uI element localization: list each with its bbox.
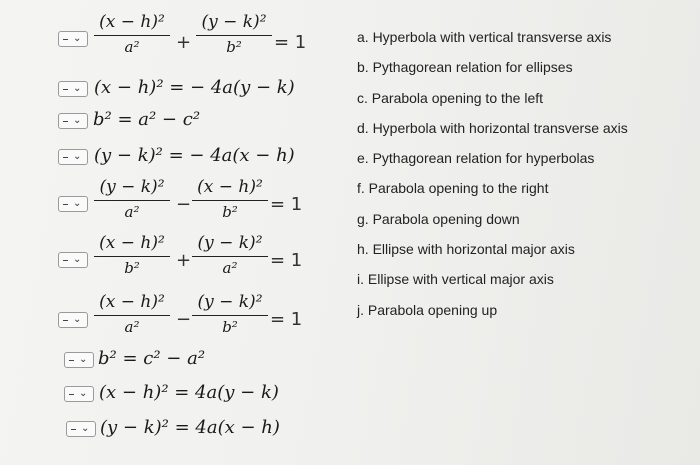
equals-one: = 1 <box>270 194 303 215</box>
match-dropdown-3[interactable] <box>58 113 88 129</box>
operator: − <box>176 194 192 215</box>
fraction-1b: (y − k)² b² <box>196 12 272 56</box>
answer-a: a. Hyperbola with vertical transverse axis <box>357 29 612 45</box>
dash-icon <box>69 360 74 361</box>
fraction-5a: (y − k)² a² <box>94 177 170 221</box>
answer-c: c. Parabola opening to the left <box>357 89 544 106</box>
equation-2: (x − h)² = − 4a(y − k) <box>94 77 295 98</box>
chevron-down-icon: ⌄ <box>73 314 82 325</box>
equation-8: b² = c² − a² <box>98 348 206 369</box>
answer-h: h. Ellipse with horizontal major axis <box>357 241 575 258</box>
chevron-down-icon: ⌄ <box>73 83 82 94</box>
match-dropdown-4[interactable] <box>58 149 88 165</box>
chevron-down-icon: ⌄ <box>81 423 90 434</box>
chevron-down-icon: ⌄ <box>79 388 88 399</box>
chevron-down-icon: ⌄ <box>73 151 82 162</box>
chevron-down-icon: ⌄ <box>73 33 82 44</box>
equation-3: b² = a² − c² <box>93 109 201 130</box>
match-dropdown-6[interactable] <box>58 252 88 268</box>
answer-b: b. Pythagorean relation for ellipses <box>357 59 573 76</box>
equation-10: (y − k)² = 4a(x − h) <box>100 417 280 438</box>
dash-icon <box>63 204 68 205</box>
dash-icon <box>63 320 68 321</box>
chevron-down-icon: ⌄ <box>73 115 82 126</box>
fraction-6b: (y − k)² a² <box>192 233 268 277</box>
chevron-down-icon: ⌄ <box>79 354 88 365</box>
match-dropdown-5[interactable] <box>58 196 88 212</box>
operator: − <box>176 309 192 330</box>
dash-icon <box>63 121 68 122</box>
equation-4: (y − k)² = − 4a(x − h) <box>94 145 295 166</box>
answer-j: j. Parabola opening up <box>357 301 498 318</box>
equals-one: = 1 <box>270 250 303 271</box>
dash-icon <box>71 429 76 430</box>
fraction-7a: (x − h)² a² <box>94 292 170 336</box>
equation-9: (x − h)² = 4a(y − k) <box>99 382 279 403</box>
dash-icon <box>63 157 68 158</box>
answer-g: g. Parabola opening down <box>357 210 520 227</box>
equals-one: = 1 <box>270 309 303 330</box>
match-dropdown-7[interactable] <box>58 312 88 328</box>
answer-f: f. Parabola opening to the right <box>357 180 549 197</box>
dash-icon <box>69 394 74 395</box>
fraction-5b: (x − h)² b² <box>192 177 268 221</box>
operator: + <box>176 32 192 53</box>
answer-list <box>357 27 628 330</box>
fraction-1a: (x − h)² a² <box>94 12 170 56</box>
fraction-6a: (x − h)² b² <box>94 233 170 277</box>
answer-i: i. Ellipse with vertical major axis <box>357 271 554 288</box>
equals-one: = 1 <box>274 32 307 53</box>
dash-icon <box>63 260 68 261</box>
chevron-down-icon: ⌄ <box>73 198 82 209</box>
match-dropdown-9[interactable] <box>64 386 94 402</box>
answer-e: e. Pythagorean relation for hyperbolas <box>357 150 595 167</box>
dash-icon <box>63 89 68 90</box>
fraction-7b: (y − k)² b² <box>192 292 268 336</box>
dash-icon <box>63 39 68 40</box>
match-dropdown-1[interactable] <box>58 31 88 47</box>
match-dropdown-10[interactable] <box>66 421 96 437</box>
operator: + <box>176 250 192 271</box>
match-dropdown-2[interactable] <box>58 81 88 97</box>
answer-d: d. Hyperbola with horizontal transverse axis <box>357 119 628 136</box>
chevron-down-icon: ⌄ <box>73 254 82 265</box>
match-dropdown-8[interactable] <box>64 352 94 368</box>
